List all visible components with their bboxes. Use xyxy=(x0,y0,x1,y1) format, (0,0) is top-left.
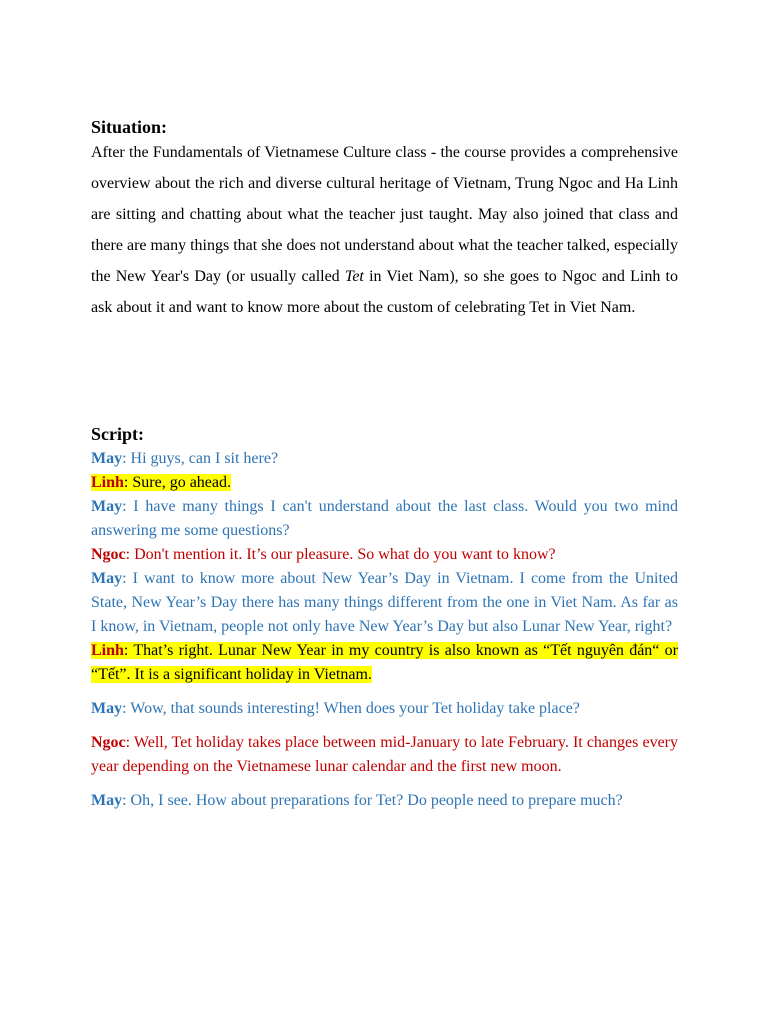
dialogue-text: : Oh, I see. How about preparations for Tet? Do people need to prepare much? xyxy=(122,792,623,809)
speaker-name: May xyxy=(91,498,123,515)
speaker-name: May xyxy=(91,792,123,809)
speaker-name: Linh xyxy=(91,474,124,491)
dialogue-text: : Don't mention it. It’s our pleasure. So what do you want to know? xyxy=(125,546,556,563)
dialogue-text: : Well, Tet holiday takes place between mid-January to late February. It changes every year depending on the Vietnamese lunar calendar and the first new moon. xyxy=(91,734,678,775)
dialogue-text: : I have many things I can't understand about the last class. Would you two mind answering me some questions? xyxy=(91,498,678,539)
dialogue-text: : Hi guys, can I sit here? xyxy=(122,450,279,467)
dialogue-line xyxy=(91,495,678,543)
dialogue-line xyxy=(91,471,678,495)
dialogue-line xyxy=(91,447,678,471)
situation-paragraph xyxy=(91,137,678,323)
dialogue-line xyxy=(91,543,678,567)
situation-text-italic: Tet xyxy=(344,268,364,285)
dialogue-line xyxy=(91,731,678,779)
speaker-name: Linh xyxy=(91,642,124,659)
dialogue-text: : I want to know more about New Year’s Day in Vietnam. I come from the United State, New Year’s Day there has many things different from the one in Viet Nam. As far as I know, in Vietnam, people not only have New Year’s Day but also Lunar New Year, right? xyxy=(91,570,678,635)
dialogue-line xyxy=(91,567,678,639)
dialogue-line xyxy=(91,789,678,813)
dialogue-line xyxy=(91,697,678,721)
dialogue-line xyxy=(91,639,678,687)
situation-text-part1: After the Fundamentals of Vietnamese Culture class - the course provides a comprehensive overview about the rich and diverse cultural heritage of Vietnam, Trung Ngoc and Ha Linh are sitting and chatting about what the teacher just taught. May also joined that class and there are many things that she does not understand about what the teacher talked, especially the New Year's Day (or usually called xyxy=(91,144,678,285)
speaker-name: May xyxy=(91,450,123,467)
script-heading: Script: xyxy=(91,424,144,444)
situation-text-part2: in Viet Nam), so she goes to Ngoc and Linh to ask about it and want to know more about the custom of celebrating Tet in Viet Nam. xyxy=(91,268,679,316)
speaker-name: Ngoc xyxy=(91,546,126,563)
dialogue-text: : That’s right. Lunar New Year in my country is also known as “Tết nguyên đán“ or “Tết”. It is a significant holiday in Vietnam. xyxy=(91,642,678,683)
dialogue-text: : Sure, go ahead. xyxy=(123,474,231,491)
situation-heading: Situation: xyxy=(91,117,168,137)
speaker-name: May xyxy=(91,700,123,717)
speaker-name: Ngoc xyxy=(91,734,126,751)
dialogue-text: : Wow, that sounds interesting! When does your Tet holiday take place? xyxy=(122,700,580,717)
script-dialogue xyxy=(91,447,678,813)
speaker-name: May xyxy=(91,570,123,587)
